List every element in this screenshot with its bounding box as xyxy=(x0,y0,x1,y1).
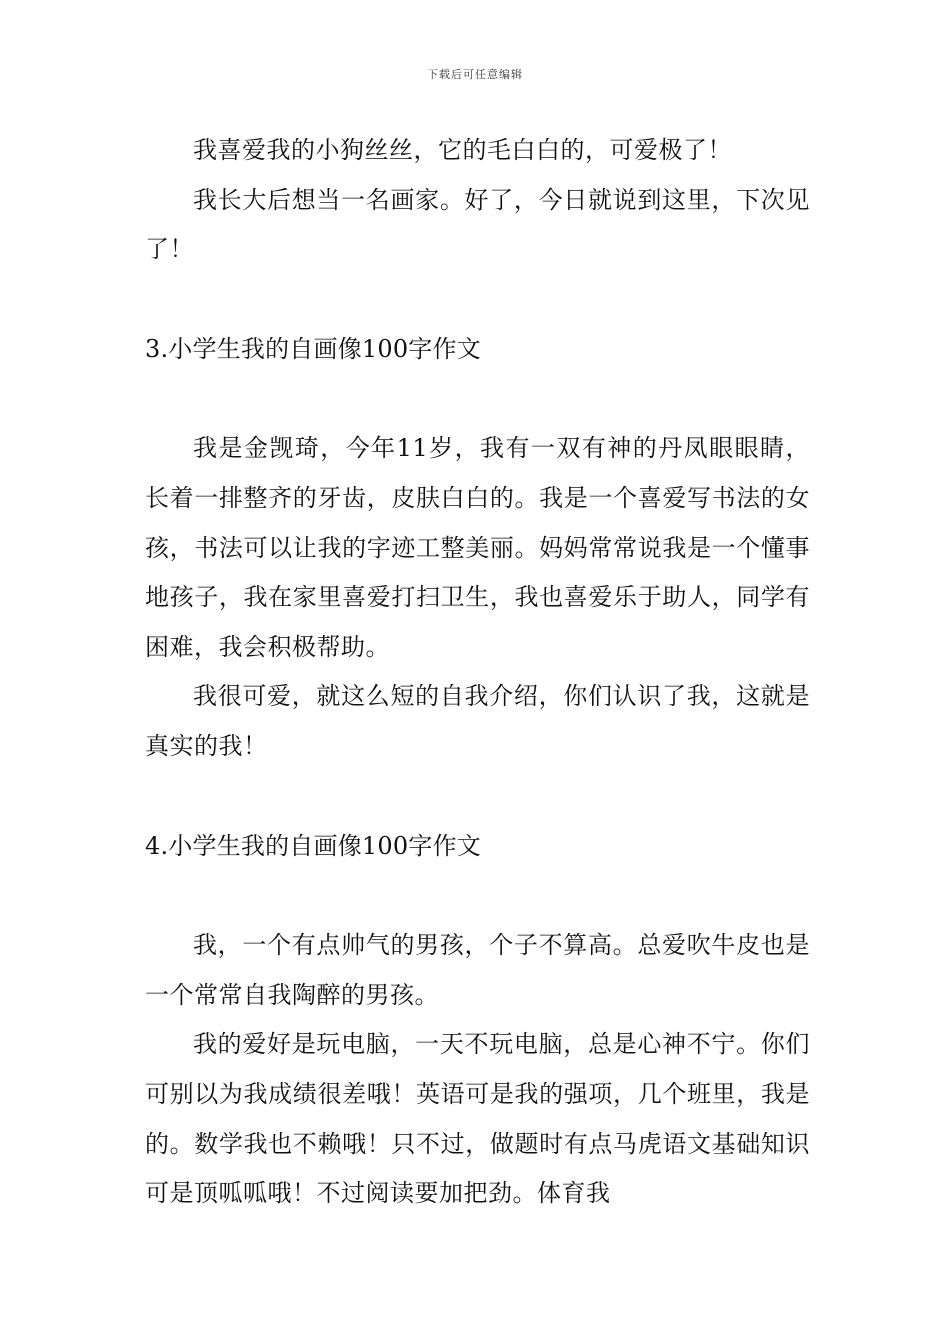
section-4-paragraph-1: 我，一个有点帅气的男孩，个子不算高。总爱吹牛皮也是一个常常自我陶醉的男孩。 xyxy=(145,931,810,1009)
section-4-paragraph-2: 我的爱好是玩电脑，一天不玩电脑，总是心神不宁。你们可别以为我成绩很差哦！英语可是我的强项，几个班里，我是的。数学我也不赖哦！只不过，做题时有点马虎语文基础知识可是顶呱呱哦！不过阅读要加把劲。体育我 xyxy=(145,1030,810,1208)
section-3-paragraph-2: 我很可爱，就这么短的自我介绍，你们认识了我，这就是真实的我！ xyxy=(145,682,810,760)
document-body xyxy=(145,126,810,1219)
page-header: 下载后可任意编辑 xyxy=(427,68,523,81)
section-3-title: 3.小学生我的自画像100字作文 xyxy=(145,334,481,363)
section-3-paragraph-1: 我是金觊琦，今年11岁，我有一双有神的丹凤眼眼睛，长着一排整齐的牙齿，皮肤白白的。我是一个喜爱写书法的女孩，书法可以让我的字迹工整美丽。妈妈常常说我是一个懂事地孩子，我在家里喜爱打扫卫生，我也喜爱乐于助人，同学有困难，我会积极帮助。 xyxy=(145,434,810,661)
intro-paragraph-1: 我喜爱我的小狗丝丝，它的毛白白的，可爱极了！ xyxy=(193,136,732,164)
intro-paragraph-2: 我长大后想当一名画家。好了，今日就说到这里，下次见了！ xyxy=(145,185,810,264)
section-4-title: 4.小学生我的自画像100字作文 xyxy=(145,831,481,860)
